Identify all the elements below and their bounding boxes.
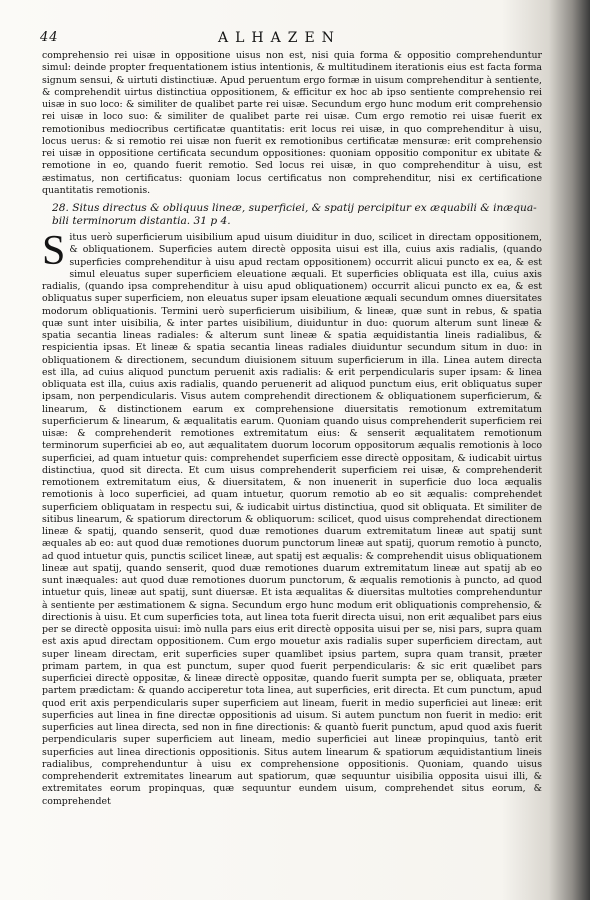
section-heading xyxy=(42,202,542,228)
section-heading-line-2: bili terminorum distantia. 31 p 4. xyxy=(52,215,231,227)
intro-paragraph xyxy=(42,50,542,197)
body-text: itus uerò superficierum uisibilium apud uisum diuiditur in duo, scilicet in directam oppositionem, & obliquationem. Superficies autem directè opposita uisui est illa, cuius axis radialis, (quando superficies comprehenditur à uisu apud rectam oppositionem) occurrit alicui puncto ex ea, & est simul eleuatus super superficiem eleuatione æquali. Et superficies obliquata est illa, cuius axis radialis, (quando ipsa comprehenditur à uisu apud obliquationem) occurrit alicui puncto ex ea, & est obliquatus super superficiem, non eleuatus super ipsam eleuatione æquali secundum omnes diuersitates modorum obliquationis. Termini uerò superficierum uisibilium, & lineæ, quæ sunt in rebus, & spatia quæ sunt inter uisibilia, & inter partes uisibilium, diuiduntur in duo: quorum alterum sunt lineæ & spatia secantia lineas radiales: & alterum sunt lineæ & spatia æquidistantia lineis radialibus, & respicientia ipsas. Et lineæ & spatia secantia lineas radiales diuiduntur secundum situm in duo: in obliquationem & directionem, secundum diuisionem situum superficierum in illa. Linea autem directa est illa, ad cuius aliquod punctum peruenit axis radialis: & erit perpendicularis super ipsam: & linea obliquata est illa, cuius axis radialis, quando peruenerit ad aliquod punctum eius, erit obliquatus super ipsam, non perpendicularis. Visus autem comprehendit directionem & obliquationem superficierum, & linearum, & distinctionem earum ex comprehensione diuersitatis remotionum extremitatum superficierum & linearum, & æqualitatis earum. Quoniam quando uisus comprehenderit superficiem rei uisæ: & comprehenderit remotiones extremitatum eius: & senserit æqualitatem remotionum terminorum superficiei ab eo, aut æqualitatem duorum locorum oppositorum æqualis remotionis à loco superficiei, ad quam intuetur quis: comprehendet superficiem esse directè oppositam, & iudicabit uirtus distinctiua, quod sit directa. Et cum uisus comprehenderit superficiem rei uisæ, & comprehenderit remotionem extremitatum eius, & diuersitatem, & non inuenerit in superficie duo loca æqualis remotionis à loco superficiei, ad quam intuetur, quorum remotio ab eo sit æqualis: comprehendet superficiem obliquatam in respectu sui, & iudicabit uirtus distinctiua, quod sit obliquata. Et similiter de sitibus linearum, & spatiorum directorum & obliquorum: scilicet, quod uisus comprehendat directionem lineæ & spatij, quando senserit, quod duæ remotiones duarum extremitatum lineæ aut spatij sunt æquales ab eo: aut quod duæ remotiones duorum punctorum lineæ aut spatij, quorum remotio à puncto, ad quod intuetur quis, punctis scilicet lineæ, aut spatij est æqualis: & comprehendit uisus obliquationem lineæ aut spatij, quando senserit, quod duæ remotiones duarum extremitatum lineæ aut spatij ab eo sunt inæquales: aut quod duæ remotiones duorum punctorum, & æqualis remotionis à puncto, ad quod intuetur quis, lineæ aut spatij, sunt diuersæ. Et ista æqualitas & diuersitas multoties comprehenduntur à sentiente per æstimationem & signa. Secundum ergo hunc modum erit obliquationis comprehensio, & directionis à uisu. Et cum superficies tota, aut linea tota fuerit directa uisui, non erit æqualibet pars eius per se directè opposita uisui: imò nulla pars eius erit directè opposita uisui per se, nisi pars, supra quam est axis apud directam oppositionem. Cum ergo mouetur axis radialis super superficiem directam, aut super lineam directam, erit superficies super quamlibet ipsius partem, supra quam transit, præter primam partem, in qua est punctum, super quod fuerit perpendicularis: & sic erit quælibet pars superficiei directè oppositæ, & lineæ directè oppositæ, quando fuerit sumpta per se, obliquata, præter partem prædictam: & quando acciperetur tota linea, aut superficies, erit directa. Et cum punctum, apud quod erit axis perpendicularis super superficiem aut lineam, fuerit in medio superficiei aut lineæ: erit superficies aut linea in fine directæ oppositionis ad uisum. Si autem punctum non fuerit in medio: erit superficies aut linea directa, sed non in fine directionis: & quantò fuerit punctum, apud quod axis fuerit perpendicularis super superficiem aut lineam, medio superficiei aut lineæ propinquius, tantò erit superficies aut linea directionis oppositionis. Situs autem linearum & spatiorum æquidistantium lineis radialibus, comprehenduntur à uisu ex comprehensione oppositionis. Quoniam, quando uisus comprehenderit extremitates linearum aut spatiorum, quæ sequuntur uisibilia opposita uisui illi, & extremitates eorum propinquas, quæ sequuntur eundem uisum, comprehendet situs eorum, & comprehendet xyxy=(42,232,542,807)
intro-text: comprehensio rei uisæ in oppositione uisus non est, nisi quia forma & oppositio comprehenduntur simul: deinde propter frequentationem istius intentionis, & multitudinem iterationis eius est facta forma signum sensui, & uirtuti distinctiuæ. Apud peruentum ergo formæ in uisum comprehenditur à sentiente, & comprehendit uirtus distinctiua oppositionem, & efficitur ex hoc ab ipso sentiente comprehensio rei uisæ in suo loco: & similiter de qualibet parte rei uisæ. Secundum ergo hunc modum erit comprehensio rei uisæ in loco suo: & similiter de qualibet parte rei uisæ. Cum ergo remotio rei uisæ fuerit ex remotionibus mediocribus certificatæ quantitatis: erit locus rei uisæ, in quo comprehenditur à uisu, locus uerus: & si remotio rei uisæ non fuerit ex remotionibus certificatæ mensuræ: erit comprehensio rei uisæ in oppositione certificata secundum oppositiones: quoniam oppositio componitur ex ubitate & remotione in eo, quando fuerit remotio. Sed locus rei uisæ, in quo comprehenditur à uisu, est æstimatus, non certificatus: quoniam locus certificatus non comprehenditur, nisi ex certificatione quantitatis remotionis. xyxy=(42,50,542,196)
body-paragraph xyxy=(42,228,542,808)
running-head: ALHAZEN xyxy=(218,30,341,46)
drop-cap: S xyxy=(42,228,66,274)
text-block xyxy=(42,50,542,808)
page-number: 44 xyxy=(40,30,59,45)
section-heading-line-1: 28. Situs directus & obliquus lineæ, superficiei, & spatij percipitur ex æquabili & inæqua- xyxy=(52,202,537,214)
page-header xyxy=(40,30,550,48)
